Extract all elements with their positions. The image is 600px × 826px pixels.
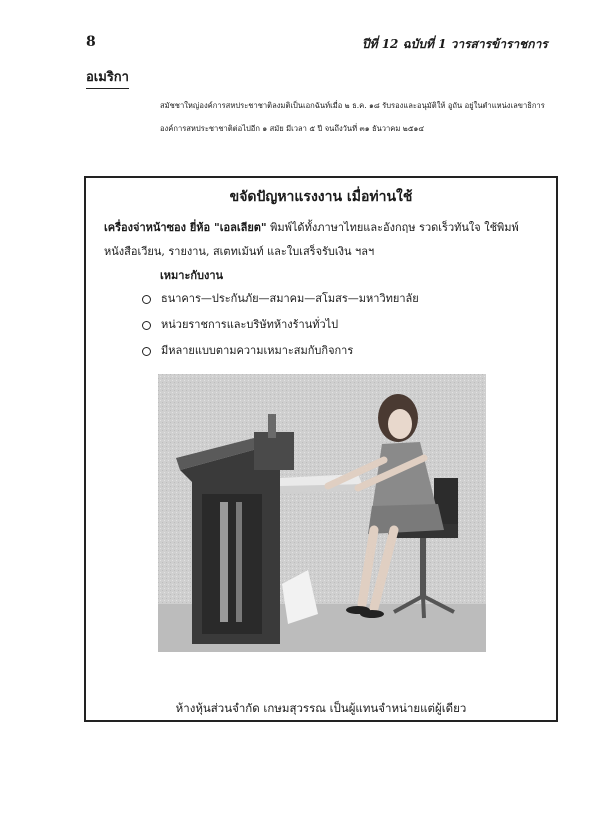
list-item [142,286,419,312]
use-list [142,286,419,364]
ad-brand: เครื่องจ่าหน้าซอง ยี่ห้อ "เอลเลียต" [104,221,267,234]
page-number: 8 [86,34,96,50]
ad-footer: ห้างหุ้นส่วนจำกัด เกษมสุวรรณ เป็นผู้แทนจำหน่ายแต่ผู้เดียว [175,701,467,715]
ad-intro [104,216,544,264]
running-head: ปีที่ 12 ฉบับที่ 1 วารสารข้าราชการ [362,37,548,51]
list-item [142,338,419,364]
addressing-machine-photo [158,374,486,652]
advertisement-box [84,176,558,722]
news-notice: สมัชชาใหญ่องค์การสหประชาชาติลงมติเป็นเอกฉันท์เมื่อ ๒ ธ.ค. ๑๘ รับรองและอนุมัติให้ อูถัน อยู่ในตำแหน่งเลขาธิการองค์การสหประชาชาติต่อไปอีก ๑ สมัย มีเวลา ๕ ปี จนถึงวันที่ ๓๑ ธันวาคม ๒๕๑๔ [160,101,545,133]
use-item-label: หน่วยราชการและบริษัทห้างร้านทั่วไป [161,318,339,331]
use-item-label: มีหลายแบบตามความเหมาะสมกับกิจการ [161,344,354,357]
ad-headline: ขจัดปัญหาแรงงาน เมื่อท่านใช้ [229,189,413,205]
product-photo [158,374,486,652]
ad-intro-text: พิมพ์ได้ทั้งภาษาไทยและอังกฤษ รวดเร็วทันใจ ใช้พิมพ์หนังสือเวียน, รายงาน, สเตทเม้นท์ และใบเสร็จรับเงิน ฯลฯ [104,221,519,258]
use-item-label: ธนาคาร—ประกันภัย—สมาคม—สโมสร—มหาวิทยาลัย [161,292,419,305]
bullet-icon [142,295,151,304]
bullet-icon [142,347,151,356]
suitable-heading: เหมาะกับงาน [160,269,224,282]
bullet-icon [142,321,151,330]
section-title: อเมริกา [86,66,129,89]
list-item [142,312,419,338]
